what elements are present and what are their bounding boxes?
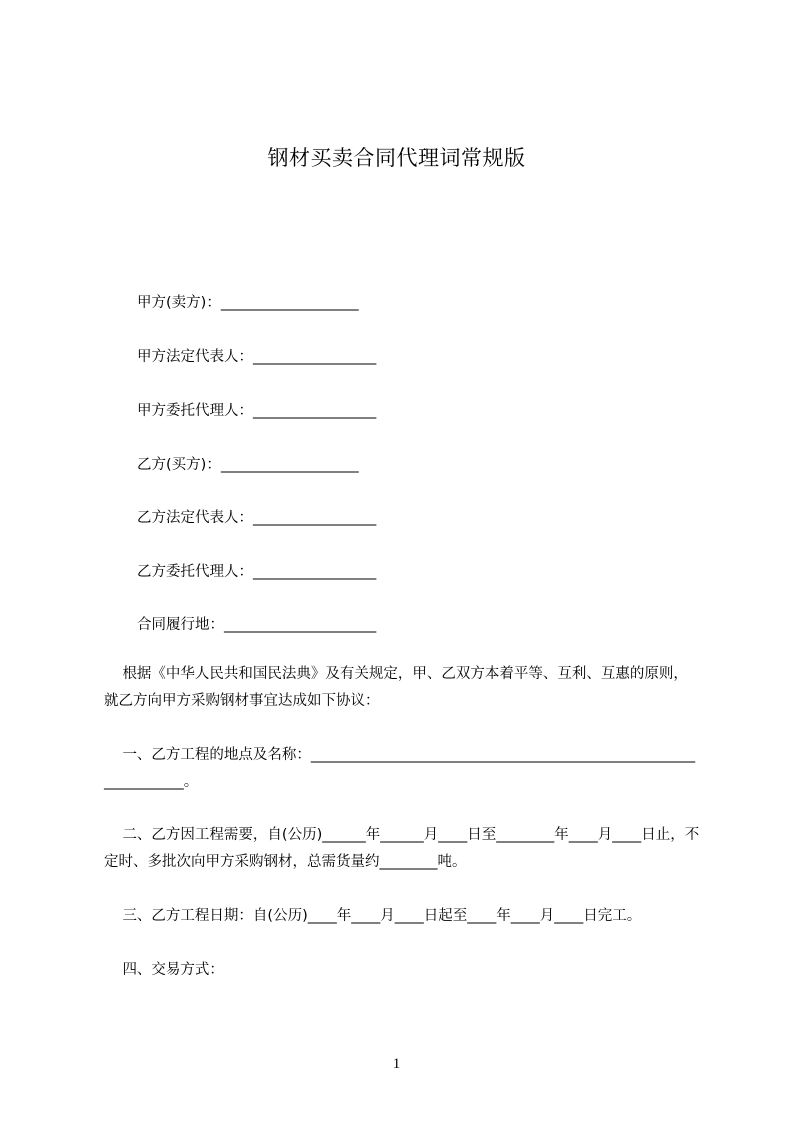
buyer-legal-representative-field: 乙方法定代表人：_________________ xyxy=(137,510,377,526)
document-title: 钢材买卖合同代理词常规版 xyxy=(267,146,526,170)
buyer-party-field: 乙方(买方)：___________________ xyxy=(137,457,359,473)
clause-2-purchase-period: 二、乙方因工程需要，自(公历)______年______月____日至________年____月____日止，不定时、多批次向甲方采购钢材，总需货量约________吨。 xyxy=(104,827,700,870)
contract-performance-place-field: 合同履行地：_____________________ xyxy=(137,617,377,633)
preamble-paragraph: 根据《中华人民共和国民法典》及有关规定，甲、乙双方本着平等、互利、互惠的原则，就乙方向甲方采购钢材事宜达成如下协议： xyxy=(104,666,688,709)
seller-legal-representative-field: 甲方法定代表人：_________________ xyxy=(137,349,377,365)
clause-3-project-dates: 三、乙方工程日期：自(公历)____年____月____日起至____年____月____日完工。 xyxy=(104,908,642,924)
clause-1-project-location: 一、乙方工程的地点及名称：________________________________________________________________。 xyxy=(104,747,696,790)
buyer-authorized-agent-field: 乙方委托代理人：_________________ xyxy=(137,564,377,580)
clause-4-transaction-method: 四、交易方式： xyxy=(104,962,224,978)
page-number: 1 xyxy=(392,1056,401,1072)
seller-party-field: 甲方(卖方)：___________________ xyxy=(137,295,359,311)
seller-authorized-agent-field: 甲方委托代理人：_________________ xyxy=(137,403,377,419)
